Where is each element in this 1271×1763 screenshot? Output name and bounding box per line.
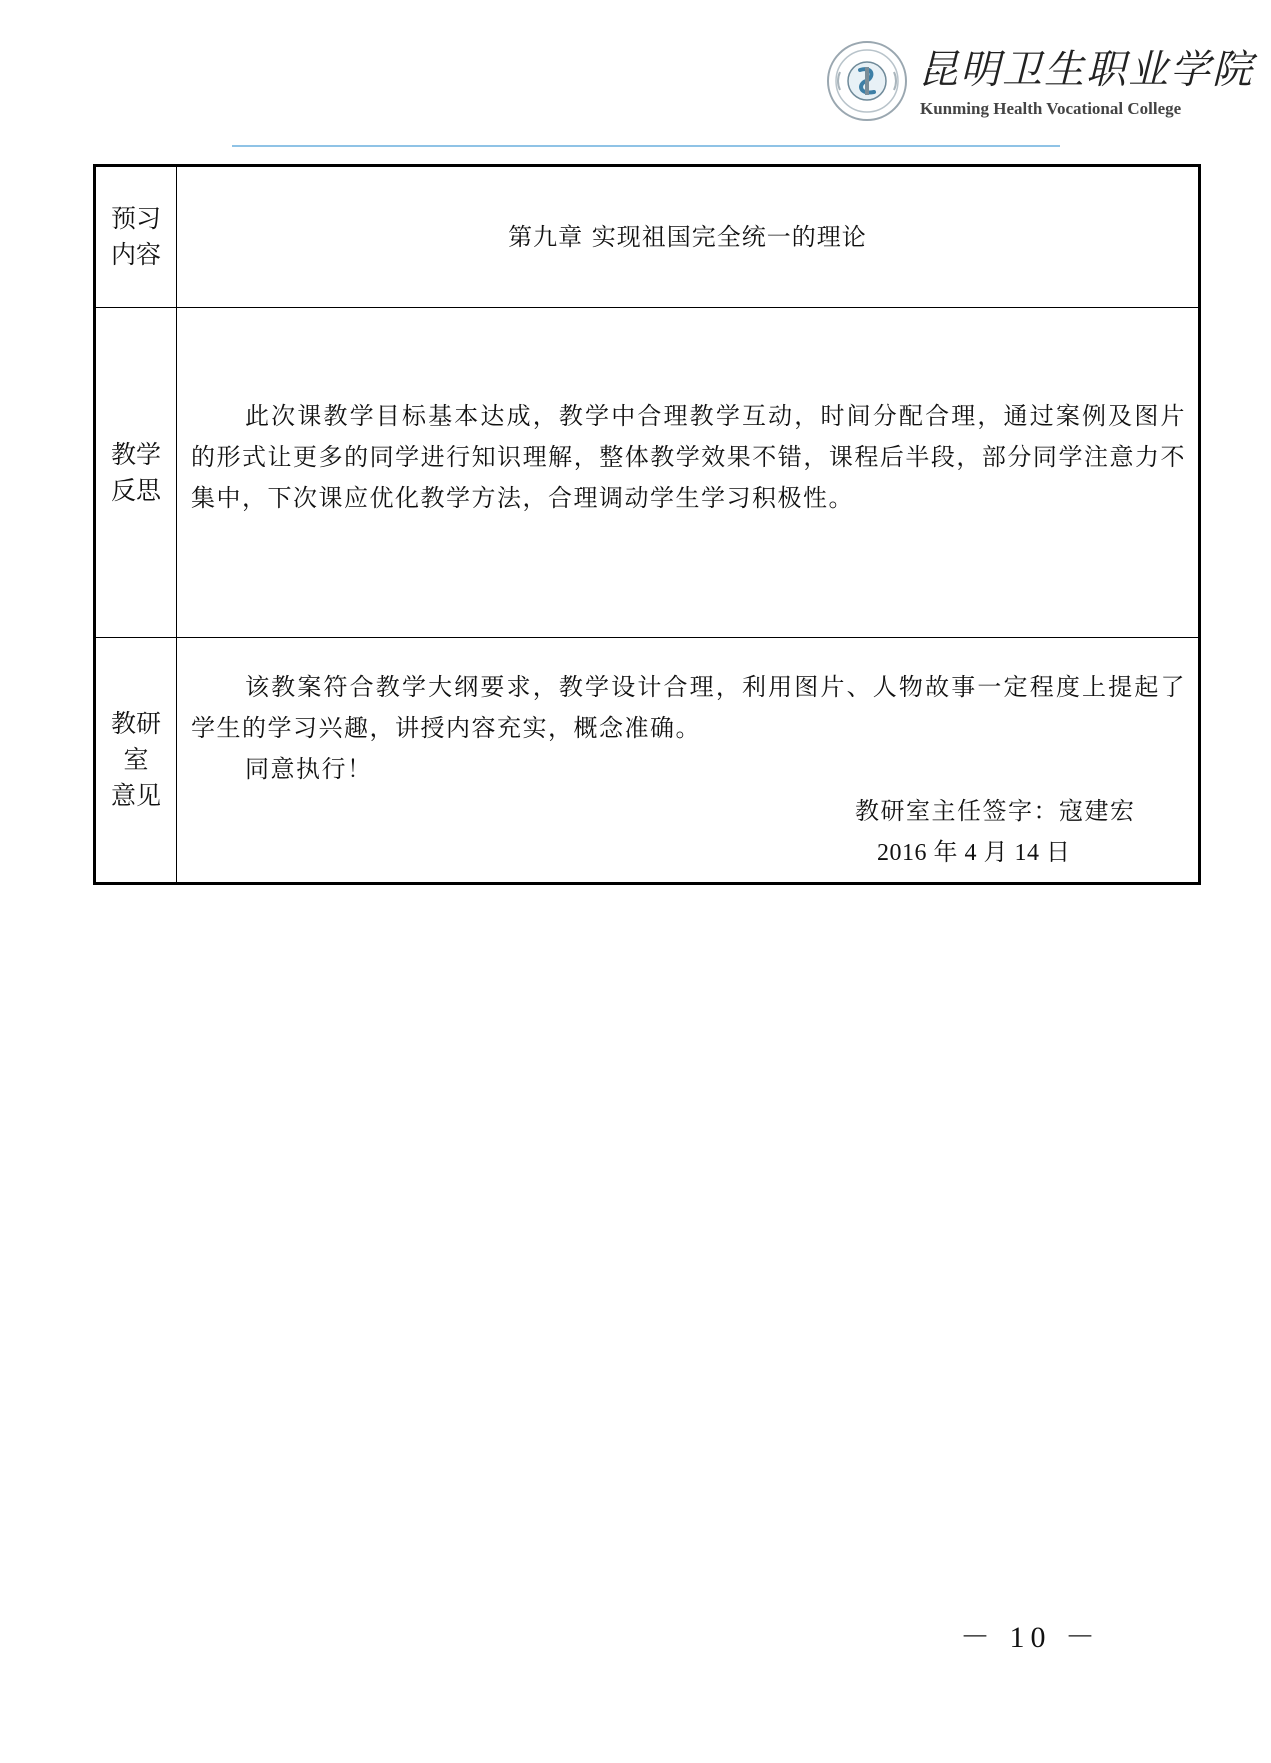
opinion-approval: 同意执行！	[245, 754, 373, 783]
college-name-cn: 昆明卫生职业学院	[918, 47, 1254, 93]
header-divider	[232, 145, 1060, 147]
table-row-reflection	[95, 308, 1200, 638]
preview-content: 第九章 实现祖国完全统一的理论	[508, 222, 867, 251]
table-row-opinion	[95, 638, 1200, 884]
page-header	[0, 0, 1271, 150]
reflection-content-cell	[177, 308, 1200, 638]
opinion-paragraph: 该教案符合教学大纲要求，教学设计合理，利用图片、人物故事一定程度上提起了学生的学习兴趣，讲授内容充实，概念准确。	[191, 672, 1186, 742]
director-signature: 教研室主任签字：寇建宏	[855, 796, 1136, 825]
signature-date: 2016 年 4 月 14 日	[877, 839, 1071, 866]
table-row-preview	[95, 166, 1200, 308]
college-name-en: Kunming Health Vocational College	[920, 99, 1182, 118]
reflection-content: 此次课教学目标基本达成，教学中合理教学互动，时间分配合理，通过案例及图片的形式让更多的同学进行知识理解，整体教学效果不错，课程后半段，部分同学注意力不集中，下次课应优化教学方法，合理调动学生学习积极性。	[191, 402, 1186, 512]
preview-content-cell	[177, 166, 1200, 308]
page-number: － 10 －	[960, 1621, 1101, 1654]
lesson-plan-table	[93, 164, 1201, 885]
college-seal-icon	[826, 40, 908, 122]
opinion-content-cell	[177, 638, 1200, 884]
preview-label: 预习 内容	[95, 166, 177, 308]
opinion-label: 教研 室 意见	[95, 638, 177, 884]
reflection-label: 教学 反思	[95, 308, 177, 638]
